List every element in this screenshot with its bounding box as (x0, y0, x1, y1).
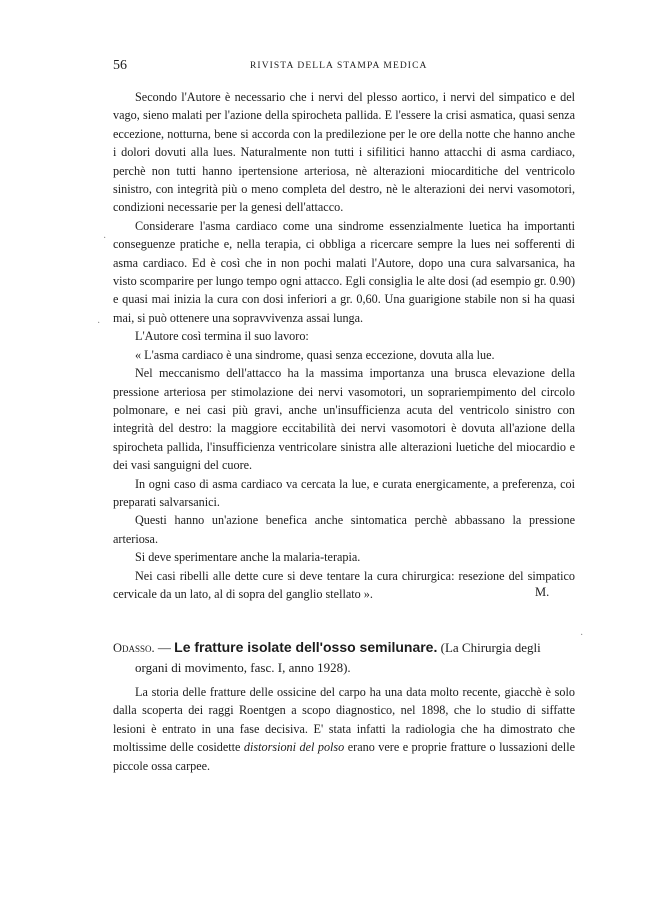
paragraph: Considerare l'asma cardiaco come una sindrome essenzialmente luetica ha importanti conseguenze pratiche e, nella terapia, ci obbliga a ricercare sempre la lues nei sofferenti di asma cardiaco. Ed è così che in non pochi malati l'Autore, dopo una cura salvarsanica, ha visto scomparire per lungo tempo ogni attacco. Egli consiglia le alte dosi (ad esempio gr. 0.90) e quasi mai inizia la cura con dosi inferiori a gr. 0,60. Una guarigione stabile non si ha quasi mai, si può ottenere una sopravvivenza assai lunga. (113, 218, 575, 325)
italic-phrase: distorsioni del polso (243, 740, 345, 755)
scan-speck: · (580, 630, 584, 641)
scan-speck: · (103, 233, 107, 244)
running-header: RIVISTA DELLA STAMPA MEDICA (250, 61, 428, 71)
article-title: Le fratture isolate dell'osso semilunare. (174, 639, 438, 655)
quote-paragraph: « L'asma cardiaco è una sindrome, quasi senza eccezione, dovuta alla lue. (135, 347, 495, 362)
paragraph: L'Autore così termina il suo lavoro: (135, 329, 309, 344)
paragraph-text: erano vere e proprie fratture o lussazioni delle piccole ossa carpee. (113, 740, 575, 773)
article2-body (113, 683, 575, 775)
quote-paragraph: Nel meccanismo dell'attacco ha la massima importanza una brusca elevazione della pressione arteriosa per stimolazione dei nervi vasomotori, un soprariempimento del circolo polmonare, e nei casi più gravi, anche un'insufficienza acuta del ventricolo sinistro con integrità del destro: la maggiore eccitabilità dei nervi vasomotori è dovuta all'azione della spirocheta pallida, l'insufficienza ventricolare sinistra alle alterazioni luetiche del miocardio e dei vasi sanguigni del cuore. (113, 366, 575, 473)
quote-paragraph: Questi hanno un'azione benefica anche sintomatica perchè abbassano la pressione arteriosa. (113, 513, 575, 546)
scan-speck: · (97, 318, 101, 329)
quote-paragraph: Nei casi ribelli alle dette cure si deve tentare la cura chirurgica: resezione del simpatico cervicale da un lato, al di sopra del ganglio stellato ». (113, 568, 575, 601)
paragraph: Secondo l'Autore è necessario che i nervi del plesso aortico, i nervi del simpatico e del vago, sieno malati per l'azione della spirocheta pallida. E l'essere la crisi asmatica, quasi senza eccezione, notturna, bene si accorda con la predilezione per le ore della notte che hanno anche i dolori dovuti alla lues. Naturalmente non tutti i sifilitici hanno attacchi di asma cardiaco, perchè non tutti hanno ipertensione arteriosa, nè alterazioni miocarditiche del ventricolo sinistro, con integrità più o meno completa del destro, nè le alterazioni dei nervi vasomotori, condizioni necessarie per la genesi dell'attacco. (113, 90, 575, 215)
article-heading (113, 638, 583, 677)
author-signature: M. (535, 585, 550, 599)
quote-paragraph: Si deve sperimentare anche la malaria-terapia. (135, 550, 361, 565)
paragraph-text: La storia delle fratture delle ossicine del carpo ha una data molto recente, giacchè è solo dalla scoperta dei raggi Roentgen a scopo diagnostico, nel 1898, che lo studio di siffatte lesioni è entrato in una fase decisiva. E' stata infatti la radiologia che ha dimostrato che moltissime delle cosidette (113, 685, 575, 755)
paragraph (113, 683, 575, 775)
article-author: Odasso. (113, 641, 155, 655)
article-source: (La Chirurgia degli (437, 640, 541, 655)
quote-paragraph: In ogni caso di asma cardiaco va cercata la lue, e curata energicamente, a preferenza, coi preparati salvarsanici. (113, 476, 575, 509)
article-source-continued: organi di movimento, fasc. I, anno 1928). (135, 660, 351, 675)
article-body (113, 88, 575, 603)
heading-dash: — (154, 640, 175, 655)
page-number: 56 (113, 58, 127, 73)
